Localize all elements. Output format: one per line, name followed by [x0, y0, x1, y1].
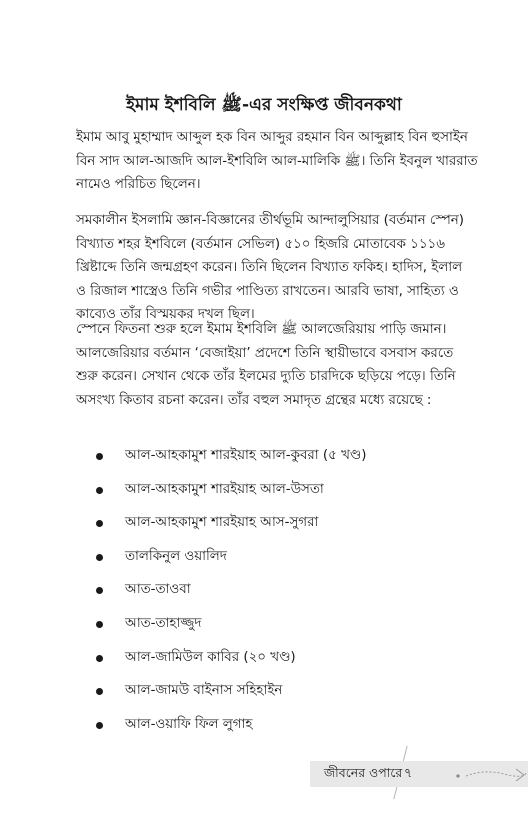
list-item — [96, 614, 456, 648]
list-item — [96, 715, 456, 749]
bullet-icon — [96, 621, 103, 628]
text-line: ও রিজাল শাস্ত্রেও তিনি গভীর পাণ্ডিত্য রাখতেন। আরবি ভাষা, সাহিত্য ও — [76, 283, 459, 299]
paragraph-intro — [76, 126, 478, 197]
bullet-icon — [96, 487, 103, 494]
bullet-icon — [96, 688, 103, 695]
text-line: বিখ্যাত শহর ইশবিলে (বর্তমান সেভিল) ৫১০ হিজরি মোতাবেক ১১১৬ — [76, 236, 445, 252]
bullet-icon — [96, 520, 103, 527]
book-title: আল-আহকামুশ শারইয়াহ আস-সুগরা — [125, 515, 319, 531]
text-line: ইমাম আবু মুহাম্মাদ আব্দুল হক বিন আব্দুর রহমান বিন আব্দুল্লাহ বিন হুসাইন — [76, 130, 468, 145]
bullet-icon — [96, 554, 103, 561]
list-item — [96, 513, 456, 547]
book-title: আল-জামউ বাইনাস সহিহাইন — [125, 683, 283, 699]
text-line: খ্রিষ্টাব্দে তিনি জন্মগ্রহণ করেন। তিনি ছিলেন বিখ্যাত ফকিহ। হাদিস, ইলাল — [76, 260, 463, 275]
list-item — [96, 580, 456, 614]
text-line: অসংখ্য কিতাব রচনা করেন। তাঁর বহুল সমাদৃত গ্রন্থের মধ্যে রয়েছে : — [76, 392, 432, 408]
bullet-icon — [96, 587, 103, 594]
paragraph-birth — [76, 209, 464, 327]
text-line: শুরু করেন। সেখান থেকে তাঁর ইলমের দ্যুতি চারদিকে ছড়িয়ে পড়ে। তিনি — [76, 369, 456, 384]
bullet-icon — [96, 722, 103, 729]
text-line: বিন সাদ আল-আজদি আল-ইশবিলি আল-মালিকি ﷺ। তিনি ইবনুল খাররাত — [76, 153, 478, 169]
book-title: আল-জামিউল কাবির (২০ খণ্ড) — [125, 649, 296, 665]
paragraph-works — [76, 318, 464, 412]
book-title: আল-আহকামুশ শারইয়াহ আল-কুবরা (৫ খণ্ড) — [125, 448, 367, 463]
bullet-icon — [96, 655, 103, 662]
book-title: আল-ওয়াফি ফিল লুগাহ — [125, 716, 253, 732]
list-item — [96, 681, 456, 715]
text-line: নামেও পরিচিত ছিলেন। — [76, 177, 201, 192]
page-title: ইমাম ইশবিলি ﷺ-এর সংক্ষিপ্ত জীবনকথা — [126, 95, 402, 115]
book-title: আত-তাহাজ্জুদ — [125, 615, 202, 631]
text-line: সমকালীন ইসলামি জ্ঞান-বিজ্ঞানের তীর্থভূমি আন্দালুসিয়ার (বর্তমান স্পেন) — [76, 213, 464, 228]
book-list — [96, 446, 456, 748]
text-line: কাব্যেও তাঁর বিস্ময়কর দখল ছিল। — [76, 307, 255, 322]
list-item — [96, 480, 456, 514]
footer-book-title: জীবনের ওপারে — [324, 765, 403, 780]
list-item — [96, 547, 456, 581]
book-title: আত-তাওবা — [125, 582, 191, 598]
text-line: স্পেনে ফিতনা শুরু হলে ইমাম ইশবিলি ﷺ আলজেরিয়ায় পাড়ি জমান। — [76, 322, 447, 337]
bullet-icon — [96, 453, 103, 460]
book-title: তালকিনুল ওয়ালিদ — [125, 548, 227, 564]
text-line: আলজেরিয়ার বর্তমান ‘বেজাইয়া’ প্রদেশে তিনি স্থায়ীভাবে বসবাস করতে — [76, 345, 454, 361]
page-number: ৭ — [404, 765, 413, 780]
book-title: আল-আহকামুশ শারইয়াহ আল-উসতা — [125, 481, 324, 497]
ornament-icon — [452, 765, 528, 785]
list-item — [96, 446, 456, 480]
list-item — [96, 648, 456, 682]
